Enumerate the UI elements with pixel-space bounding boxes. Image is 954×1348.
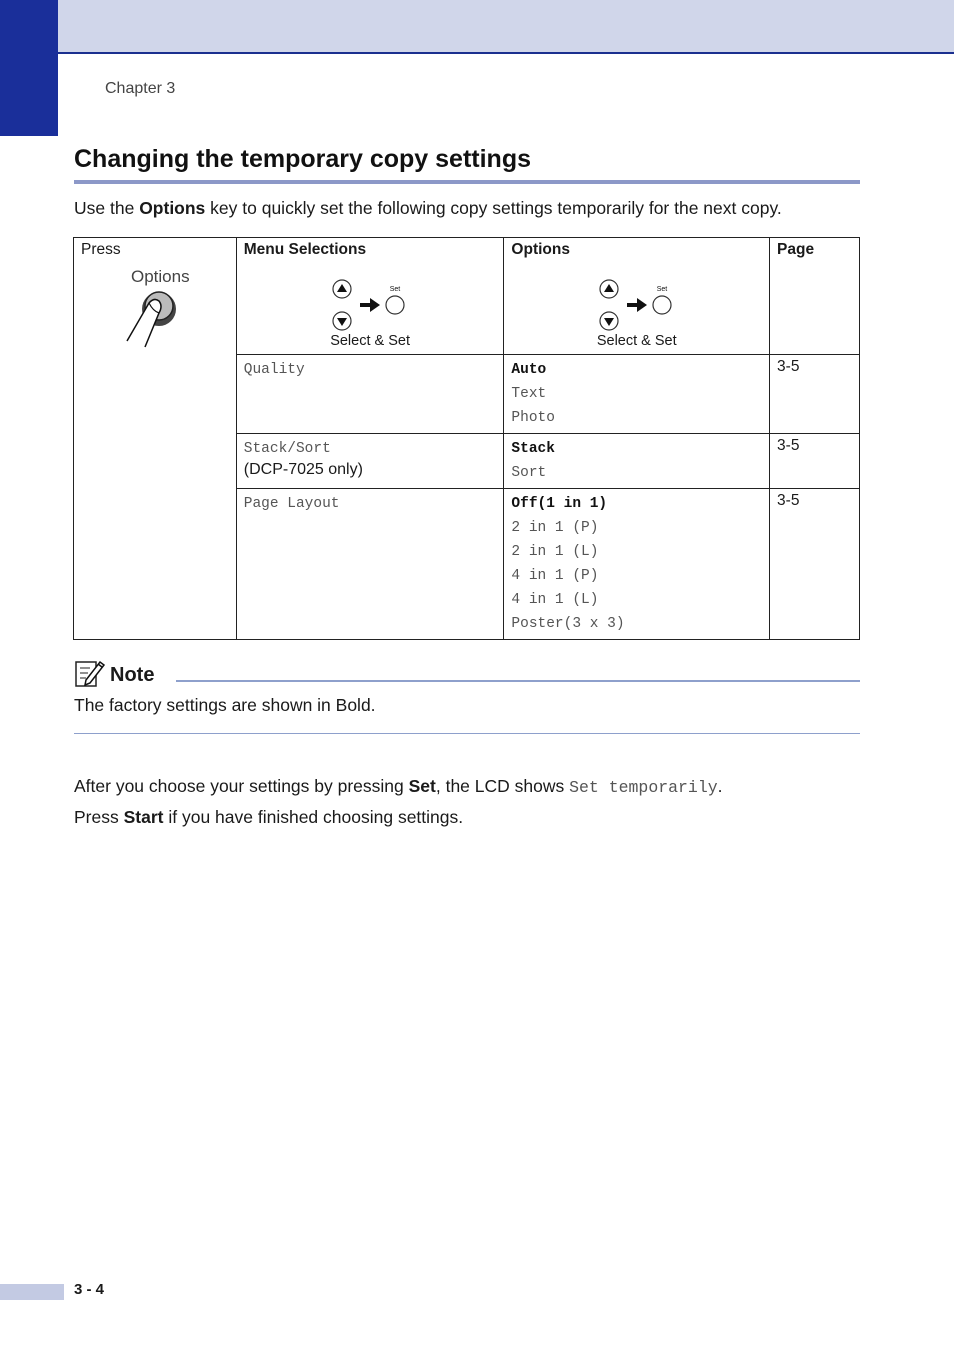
- page-ref: 3-5: [770, 434, 860, 489]
- menu-item: Quality: [243, 362, 305, 378]
- select-set-control: [310, 275, 430, 355]
- set-text: Set: [389, 286, 401, 293]
- table-header-row: [74, 238, 860, 355]
- note-rule: [176, 680, 860, 682]
- set-text: Set: [656, 286, 667, 293]
- page-ref: 3-5: [770, 489, 860, 640]
- option-item: 2 in 1 (L): [511, 544, 599, 560]
- page-title: Changing the temporary copy settings: [74, 145, 532, 173]
- menu-item: Page Layout: [243, 496, 340, 512]
- select-set-label: Select & Set: [596, 333, 677, 349]
- page-header: Page: [770, 238, 860, 355]
- option-item: 2 in 1 (P): [511, 520, 599, 536]
- note-text: The factory settings are shown in Bold.: [74, 695, 376, 715]
- option-item: 4 in 1 (L): [511, 592, 599, 608]
- default-option: Stack: [511, 441, 555, 457]
- options-header: Options: [511, 241, 570, 258]
- chapter-tab: [0, 0, 58, 136]
- title-underline: [74, 180, 860, 184]
- select-set-label: Select & Set: [330, 333, 410, 349]
- option-item: 4 in 1 (P): [511, 568, 599, 584]
- note-title: Note: [110, 664, 155, 686]
- note-pencil-icon: [74, 658, 106, 688]
- options-cell: [504, 434, 770, 489]
- page-number: 3 - 4: [74, 1281, 105, 1298]
- finger-press-icon: [119, 289, 189, 349]
- page-ref: 3-5: [770, 355, 860, 434]
- up-down-set-icon: [320, 275, 420, 331]
- select-set-control: [577, 275, 697, 355]
- after-paragraph-2: Press Start if you have finished choosing settings.: [74, 807, 464, 827]
- chapter-label: Chapter 3: [105, 80, 176, 97]
- up-down-set-icon: [587, 275, 687, 331]
- copy-settings-table: [73, 237, 860, 640]
- options-cell: [504, 355, 770, 434]
- set-key-text: Set: [408, 776, 436, 796]
- press-cell: [74, 238, 237, 640]
- after-paragraph-1: After you choose your settings by pressing Set, the LCD shows Set temporarily.: [74, 776, 723, 797]
- menu-cell: [236, 434, 504, 489]
- options-key-text: Options: [139, 198, 206, 218]
- start-key-text: Start: [123, 807, 164, 827]
- options-header-cell: [504, 238, 770, 355]
- option-item: Text: [511, 386, 547, 402]
- press-header: Press: [81, 241, 121, 258]
- menu-note: (DCP-7025 only): [243, 461, 363, 478]
- menu-cell: [236, 355, 504, 434]
- menu-selections-header: Menu Selections: [243, 241, 367, 258]
- options-cell: [504, 489, 770, 640]
- note-bottom-rule: [74, 733, 860, 734]
- option-item: Sort: [511, 465, 547, 481]
- option-item: Photo: [511, 410, 555, 426]
- footer-band: [0, 1284, 64, 1300]
- option-item: Poster(3 x 3): [511, 616, 625, 632]
- default-option: Off(1 in 1): [511, 496, 608, 512]
- default-option: Auto: [511, 362, 547, 378]
- menu-item: Stack/Sort: [243, 441, 331, 457]
- intro-paragraph: Use the Options key to quickly set the following copy settings temporarily for the next copy.: [74, 198, 782, 218]
- menu-cell: [236, 489, 504, 640]
- lcd-message: Set temporarily: [569, 778, 718, 797]
- options-key-label: Options: [131, 267, 190, 286]
- options-key-illustration: [81, 259, 229, 349]
- menu-selections-header-cell: [236, 238, 504, 355]
- header-band: [58, 0, 954, 54]
- note-header: [74, 658, 860, 692]
